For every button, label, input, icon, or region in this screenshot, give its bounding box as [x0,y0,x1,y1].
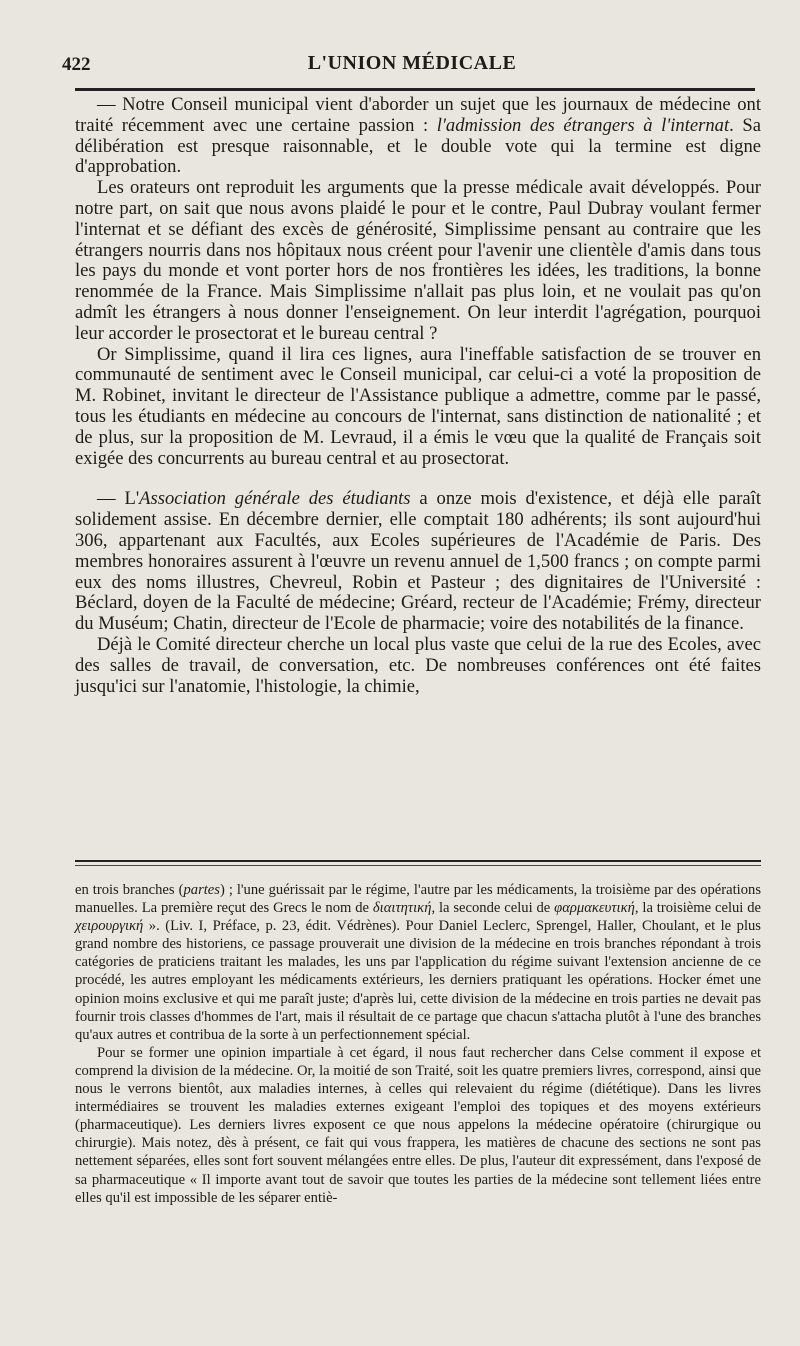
paragraph-orateurs: Les orateurs ont reproduit les arguments que la presse médicale avait développés. Pour notre part, on sait que nous avons plaidé le pour et le contre, Paul Dubray voulant fermer l'internat et se défiant des excès de générosité, Simplissime pensant au contraire que les étrangers nourris dans nos hôpitaux nous créent pour l'avenir une clientèle d'amis dans tous les pays du monde et vont porter hors de nos frontières les idées, les traditions, la bonne renommée de la France. Mais Simplissime n'allait pas plus loin, et ne voulait pas qu'on admît les étrangers à nous donner l'enseignement. On leur interdit l'agrégation, pourquoi leur accorder le prosectorat et le bureau central ? [75,177,761,344]
greek-term-1: διαιτητική [372,900,432,917]
emphasis-admission: l'admission des étrangers à l'internat [436,114,730,136]
emphasis-association: Association générale des étudiants [139,488,411,510]
footnote-separator [75,860,761,862]
paragraph-comite: Déjà le Comité directeur cherche un local plus vaste que celui de la rue des Ecoles, avec des salles de travail, de conversation, etc. De nombreuses conférences ont été faites jusqu'ici sur l'anatomie, l'histologie, la chimie, [75,633,761,697]
footnote-separator-thin [75,865,761,866]
paragraph-internat: — Notre Conseil municipal vient d'aborder un sujet que les journaux de médecine ont traité récemment avec une certaine passion : l'admission des étrangers à l'internat. Sa délibération est presque raisonnable, et le double vote qui la termine est digne d'approbation. [75,94,762,178]
footnote-celse: Pour se former une opinion impartiale à cet égard, il nous faut rechercher dans Celse comment il expose et comprend la division de la médecine. Or, la moitié de son Traité, soit les quatre premiers livres, correspond, ainsi que nous le verrons bientôt, aux maladies internes, à celles qui relevaient du régime (diététique). Dans les livres intermédiaires se trouvent les maladies externes exigeant l'emploi des topiques et des moyens extérieurs (pharmaceutique). Les derniers livres exposent ce que nous appelons la médecine opératoire (chirurgique ou chirurgie). Mais notez, dès à présent, ce fait qui vous frappera, les matières de chacune des sections ne sont pas nettement séparées, elles sont fort souvent mélangées entre elles. De plus, l'auteur dit expressément, dans l'exposé de sa pharmaceutique « Il importe avant tout de savoir que toutes les parties de la médecine sont tellement liées entre elles qu'il est impossible de les séparer entiè- [75,1044,761,1206]
greek-term-3: χειρουργική [75,918,144,935]
journal-title: L'UNION MÉDICALE [307,52,517,74]
emphasis-partes: partes [183,882,220,898]
header-rule [75,88,755,91]
page-number: 422 [62,54,91,75]
footnotes [75,881,761,1207]
greek-term-2: φαρμακευτική [554,900,635,917]
page-header [62,50,762,82]
main-text [75,95,761,697]
paragraph-association: — L'Association générale des étudiants a onze mois d'existence, et déjà elle paraît solidement assise. En décembre dernier, elle comptait 180 adhérents; ils sont aujourd'hui 306, appartenant aux Facultés, aux Ecoles supérieures de l'Académie de Paris. Des membres honoraires assurent à l'œuvre un revenu annuel de 1,500 francs ; on compte parmi eux des noms illustres, Chevreul, Robin et Pasteur ; des dignitaires de l'Université : Béclard, doyen de la Faculté de médecine; Gréard, recteur de l'Académie; Frémy, directeur du Muséum; Chatin, directeur de l'Ecole de pharmacie; voire des notabilités de la finance. [75,488,761,635]
paragraph-simplissime: Or Simplissime, quand il lira ces lignes, aura l'ineffable satisfaction de se trouver en communauté de sentiment avec le Conseil municipal, car celui-ci a voté la proposition de M. Robinet, invitant le directeur de l'Assistance publique a admettre, comme par le passé, tous les étudiants en médecine au concours de l'internat, sans distinction de nationalité ; et de plus, sur la proposition de M. Levraud, il a émis le vœu que la qualité de Français soit exigée des concurrents au bureau central et au prosectorat. [75,343,761,469]
footnote-continuation: en trois branches (partes) ; l'une guérissait par le régime, l'autre par les médicaments, la troisième par des opérations manuelles. La première reçut des Grecs le nom de διαιτητική, la seconde celui de φαρμακευτική, la troisième celui de χειρουργική ». (Liv. I, Préface, p. 23, édit. Védrènes). Pour Daniel Leclerc, Sprengel, Haller, Choulant, et le plus grand nombre des historiens, ce passage prouverait une division de la médecine en trois branches répondant à trois catégories de praticiens traitant les malades, les uns par l'application du régime suivant l'extension ancienne de ce procédé, les autres employant les médicaments extérieurs, les derniers pratiquant les opérations. Hocker émet une opinion moins exclusive et qui me paraît juste; d'après lui, cette division de la médecine en trois parties ne devait pas fournir trois classes d'hommes de l'art, mais il résultait de ce partage que chacun s'attacha plutôt à l'une des branches qu'aux autres et contribua de la sorte à un perfectionnement spécial. [75,882,762,1043]
